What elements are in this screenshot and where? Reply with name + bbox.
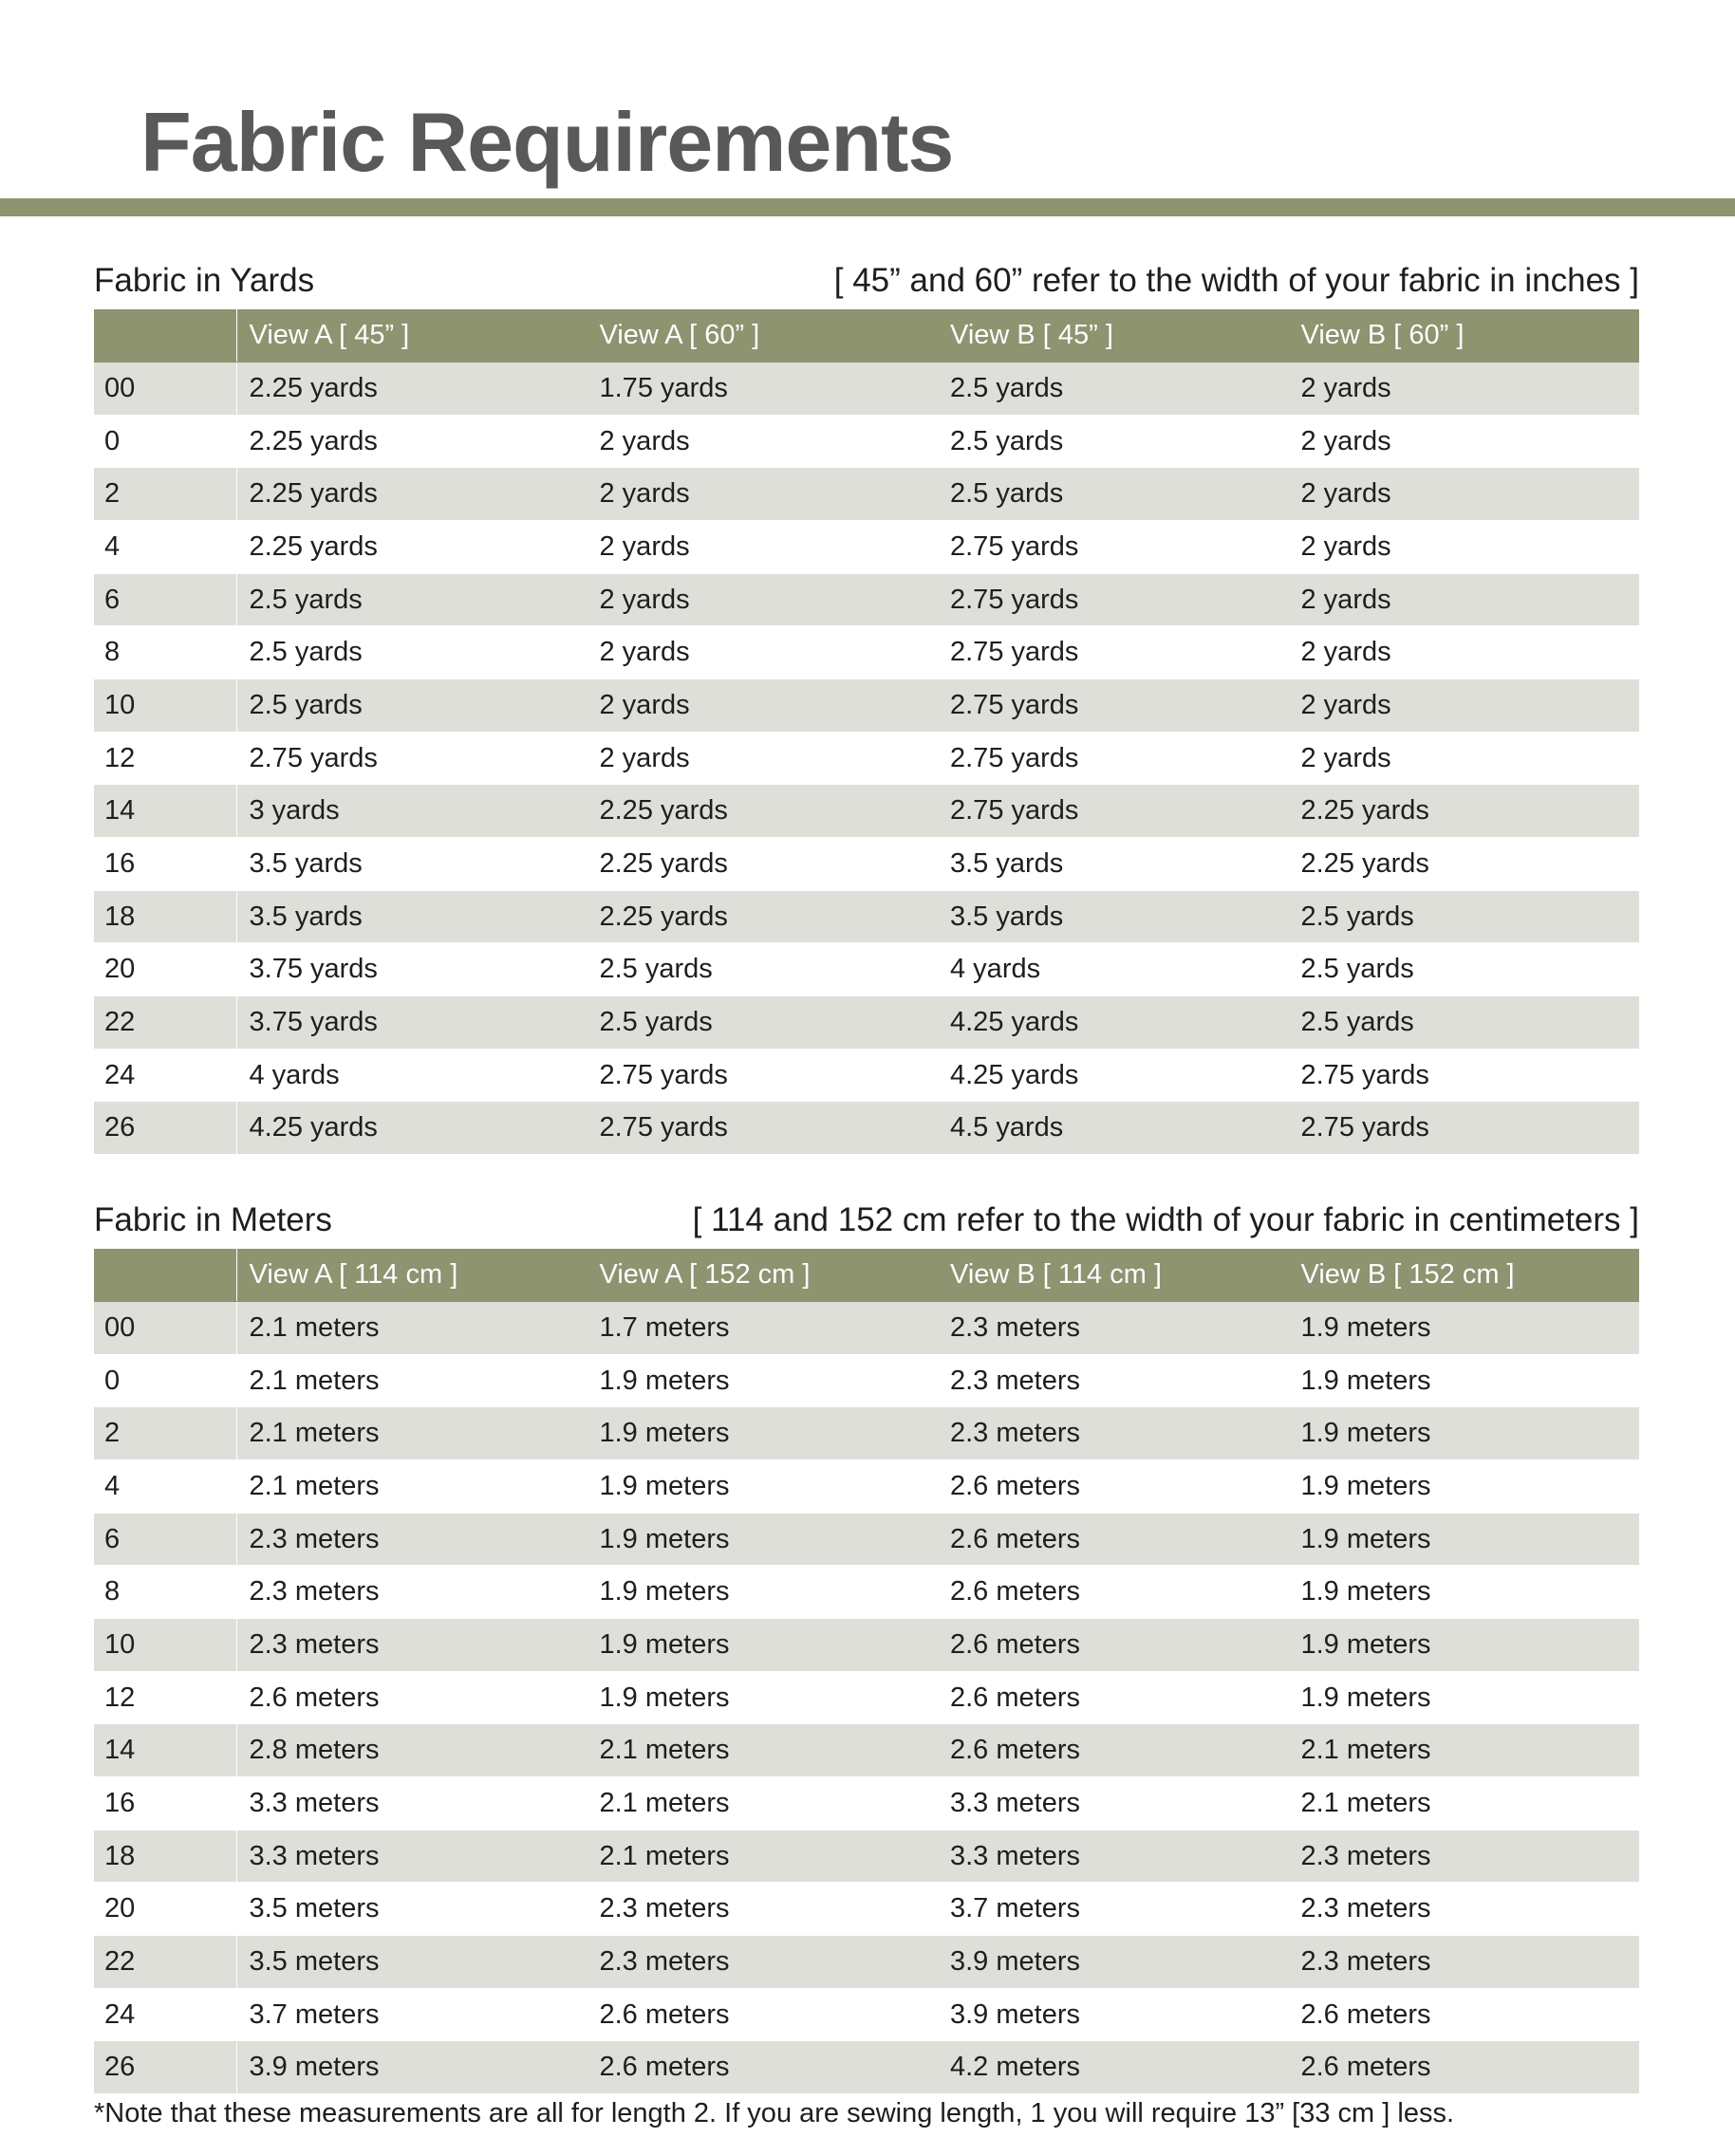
fabric-amount-cell: 2.3 meters — [1289, 1830, 1640, 1883]
size-cell: 8 — [94, 626, 236, 679]
column-header: View A [ 114 cm ] — [236, 1249, 588, 1302]
fabric-amount-cell: 1.9 meters — [1289, 1354, 1640, 1407]
fabric-amount-cell: 3.9 meters — [938, 1936, 1289, 1989]
size-cell: 00 — [94, 362, 236, 416]
size-cell: 0 — [94, 415, 236, 468]
fabric-amount-cell: 2.25 yards — [236, 362, 588, 416]
size-cell: 12 — [94, 1671, 236, 1724]
fabric-amount-cell: 2 yards — [588, 626, 939, 679]
table-row — [94, 996, 1639, 1050]
yards-table — [94, 309, 1639, 1155]
fabric-amount-cell: 2 yards — [1289, 679, 1640, 733]
table-row — [94, 1936, 1639, 1989]
fabric-amount-cell: 2.1 meters — [236, 1354, 588, 1407]
fabric-amount-cell: 3.3 meters — [938, 1777, 1289, 1831]
table-row — [94, 1354, 1639, 1407]
fabric-amount-cell: 2 yards — [1289, 415, 1640, 468]
fabric-amount-cell: 1.9 meters — [588, 1354, 939, 1407]
size-cell: 10 — [94, 679, 236, 733]
fabric-amount-cell: 2.5 yards — [938, 468, 1289, 521]
fabric-amount-cell: 3.9 meters — [938, 1988, 1289, 2041]
fabric-amount-cell: 2.75 yards — [1289, 1049, 1640, 1102]
table-header-row — [94, 1249, 1639, 1302]
table-row — [94, 1566, 1639, 1619]
fabric-amount-cell: 2 yards — [1289, 573, 1640, 626]
meters-width-note: [ 114 and 152 cm refer to the width of your fabric in centimeters ] — [692, 1201, 1639, 1238]
table-row — [94, 1830, 1639, 1883]
fabric-amount-cell: 2.25 yards — [588, 785, 939, 838]
fabric-amount-cell: 1.9 meters — [1289, 1407, 1640, 1460]
size-column-header — [94, 1249, 236, 1302]
fabric-amount-cell: 3.5 yards — [938, 838, 1289, 891]
table-row — [94, 521, 1639, 574]
fabric-amount-cell: 3.5 yards — [236, 838, 588, 891]
fabric-amount-cell: 2.25 yards — [1289, 785, 1640, 838]
fabric-amount-cell: 1.9 meters — [588, 1460, 939, 1514]
column-header: View A [ 152 cm ] — [588, 1249, 939, 1302]
fabric-amount-cell: 4 yards — [938, 943, 1289, 996]
meters-section-label: Fabric in Meters — [94, 1201, 332, 1238]
table-row — [94, 785, 1639, 838]
size-cell: 2 — [94, 468, 236, 521]
fabric-amount-cell: 2.25 yards — [236, 521, 588, 574]
size-cell: 12 — [94, 732, 236, 785]
size-cell: 4 — [94, 1460, 236, 1514]
fabric-amount-cell: 2.6 meters — [1289, 2041, 1640, 2094]
fabric-amount-cell: 2 yards — [588, 679, 939, 733]
size-cell: 22 — [94, 1936, 236, 1989]
page-title: Fabric Requirements — [140, 95, 954, 189]
fabric-amount-cell: 1.9 meters — [1289, 1302, 1640, 1355]
fabric-amount-cell: 2.5 yards — [1289, 996, 1640, 1050]
fabric-amount-cell: 2.6 meters — [938, 1513, 1289, 1566]
fabric-amount-cell: 2 yards — [588, 573, 939, 626]
title-rule — [0, 198, 1735, 216]
fabric-amount-cell: 2.8 meters — [236, 1724, 588, 1777]
fabric-amount-cell: 2.5 yards — [588, 943, 939, 996]
fabric-amount-cell: 1.9 meters — [1289, 1460, 1640, 1514]
fabric-amount-cell: 2.6 meters — [938, 1619, 1289, 1672]
fabric-amount-cell: 2.6 meters — [938, 1460, 1289, 1514]
fabric-amount-cell: 2 yards — [1289, 362, 1640, 416]
table-row — [94, 943, 1639, 996]
fabric-amount-cell: 3.5 yards — [236, 890, 588, 943]
size-cell: 18 — [94, 1830, 236, 1883]
table-row — [94, 362, 1639, 416]
fabric-amount-cell: 2.25 yards — [588, 890, 939, 943]
fabric-amount-cell: 1.7 meters — [588, 1302, 939, 1355]
table-row — [94, 415, 1639, 468]
fabric-amount-cell: 3.7 meters — [236, 1988, 588, 2041]
fabric-amount-cell: 1.75 yards — [588, 362, 939, 416]
fabric-amount-cell: 2.3 meters — [588, 1936, 939, 1989]
fabric-amount-cell: 2.1 meters — [236, 1460, 588, 1514]
fabric-amount-cell: 2.1 meters — [236, 1302, 588, 1355]
size-cell: 6 — [94, 1513, 236, 1566]
fabric-amount-cell: 1.9 meters — [588, 1671, 939, 1724]
size-cell: 10 — [94, 1619, 236, 1672]
fabric-amount-cell: 2.75 yards — [938, 732, 1289, 785]
fabric-amount-cell: 2 yards — [1289, 468, 1640, 521]
fabric-amount-cell: 2.75 yards — [1289, 1102, 1640, 1155]
fabric-amount-cell: 2.6 meters — [1289, 1988, 1640, 2041]
fabric-amount-cell: 3.5 meters — [236, 1936, 588, 1989]
table-row — [94, 1724, 1639, 1777]
size-cell: 20 — [94, 1883, 236, 1936]
size-cell: 14 — [94, 1724, 236, 1777]
fabric-amount-cell: 2.1 meters — [588, 1830, 939, 1883]
table-row — [94, 838, 1639, 891]
fabric-amount-cell: 3.7 meters — [938, 1883, 1289, 1936]
meters-section-header — [94, 1194, 1639, 1247]
size-cell: 26 — [94, 2041, 236, 2094]
table-row — [94, 1049, 1639, 1102]
size-cell: 00 — [94, 1302, 236, 1355]
size-cell: 6 — [94, 573, 236, 626]
fabric-amount-cell: 4.25 yards — [938, 1049, 1289, 1102]
table-row — [94, 890, 1639, 943]
table-row — [94, 2041, 1639, 2094]
fabric-amount-cell: 3 yards — [236, 785, 588, 838]
yards-section-label: Fabric in Yards — [94, 262, 315, 299]
fabric-amount-cell: 1.9 meters — [588, 1407, 939, 1460]
fabric-amount-cell: 1.9 meters — [1289, 1671, 1640, 1724]
table-row — [94, 1102, 1639, 1155]
fabric-amount-cell: 2.1 meters — [1289, 1777, 1640, 1831]
fabric-amount-cell: 2.6 meters — [938, 1724, 1289, 1777]
table-row — [94, 1619, 1639, 1672]
table-row — [94, 1777, 1639, 1831]
column-header: View A [ 45” ] — [236, 309, 588, 362]
fabric-amount-cell: 4.25 yards — [236, 1102, 588, 1155]
size-cell: 2 — [94, 1407, 236, 1460]
fabric-amount-cell: 1.9 meters — [1289, 1513, 1640, 1566]
fabric-amount-cell: 2.75 yards — [938, 785, 1289, 838]
fabric-amount-cell: 2.3 meters — [938, 1407, 1289, 1460]
fabric-amount-cell: 2 yards — [588, 732, 939, 785]
size-cell: 4 — [94, 521, 236, 574]
fabric-amount-cell: 3.5 yards — [938, 890, 1289, 943]
fabric-amount-cell: 1.9 meters — [588, 1513, 939, 1566]
fabric-amount-cell: 2.5 yards — [1289, 943, 1640, 996]
fabric-amount-cell: 4.2 meters — [938, 2041, 1289, 2094]
fabric-amount-cell: 2.1 meters — [1289, 1724, 1640, 1777]
fabric-amount-cell: 2.6 meters — [938, 1671, 1289, 1724]
fabric-amount-cell: 3.3 meters — [236, 1777, 588, 1831]
size-cell: 18 — [94, 890, 236, 943]
fabric-amount-cell: 1.9 meters — [1289, 1619, 1640, 1672]
fabric-amount-cell: 2.75 yards — [236, 732, 588, 785]
yards-width-note: [ 45” and 60” refer to the width of your fabric in inches ] — [833, 262, 1639, 299]
column-header: View B [ 114 cm ] — [938, 1249, 1289, 1302]
size-cell: 26 — [94, 1102, 236, 1155]
fabric-amount-cell: 2.25 yards — [236, 415, 588, 468]
fabric-amount-cell: 2.5 yards — [588, 996, 939, 1050]
fabric-amount-cell: 2 yards — [1289, 521, 1640, 574]
column-header: View B [ 45” ] — [938, 309, 1289, 362]
fabric-amount-cell: 3.3 meters — [938, 1830, 1289, 1883]
footnote: *Note that these measurements are all for length 2. If you are sewing length, 1 you will require 13” [33 cm ] less. — [94, 2098, 1455, 2128]
fabric-amount-cell: 2 yards — [588, 468, 939, 521]
fabric-amount-cell: 2.6 meters — [588, 2041, 939, 2094]
fabric-amount-cell: 3.75 yards — [236, 943, 588, 996]
table-row — [94, 1513, 1639, 1566]
fabric-amount-cell: 3.3 meters — [236, 1830, 588, 1883]
table-row — [94, 1302, 1639, 1355]
fabric-amount-cell: 2.75 yards — [938, 679, 1289, 733]
fabric-amount-cell: 2.5 yards — [236, 626, 588, 679]
table-row — [94, 573, 1639, 626]
table-row — [94, 1671, 1639, 1724]
size-cell: 0 — [94, 1354, 236, 1407]
table-row — [94, 1460, 1639, 1514]
fabric-amount-cell: 2.75 yards — [938, 626, 1289, 679]
size-cell: 14 — [94, 785, 236, 838]
fabric-amount-cell: 2.75 yards — [938, 521, 1289, 574]
fabric-amount-cell: 2.6 meters — [938, 1566, 1289, 1619]
size-cell: 24 — [94, 1049, 236, 1102]
column-header: View B [ 60” ] — [1289, 309, 1640, 362]
size-cell: 16 — [94, 1777, 236, 1831]
fabric-amount-cell: 2.5 yards — [938, 362, 1289, 416]
table-row — [94, 1988, 1639, 2041]
fabric-amount-cell: 2.25 yards — [588, 838, 939, 891]
fabric-amount-cell: 1.9 meters — [588, 1566, 939, 1619]
table-row — [94, 732, 1639, 785]
size-cell: 8 — [94, 1566, 236, 1619]
fabric-amount-cell: 3.75 yards — [236, 996, 588, 1050]
size-cell: 16 — [94, 838, 236, 891]
column-header: View B [ 152 cm ] — [1289, 1249, 1640, 1302]
table-row — [94, 679, 1639, 733]
fabric-amount-cell: 2.3 meters — [1289, 1883, 1640, 1936]
fabric-amount-cell: 2.3 meters — [236, 1513, 588, 1566]
size-cell: 22 — [94, 996, 236, 1050]
table-row — [94, 468, 1639, 521]
fabric-amount-cell: 2.3 meters — [236, 1619, 588, 1672]
fabric-amount-cell: 2.3 meters — [236, 1566, 588, 1619]
fabric-amount-cell: 2.1 meters — [236, 1407, 588, 1460]
fabric-amount-cell: 2.5 yards — [236, 573, 588, 626]
fabric-amount-cell: 2.1 meters — [588, 1724, 939, 1777]
fabric-amount-cell: 2.3 meters — [938, 1354, 1289, 1407]
fabric-amount-cell: 3.9 meters — [236, 2041, 588, 2094]
size-cell: 24 — [94, 1988, 236, 2041]
size-cell: 20 — [94, 943, 236, 996]
fabric-amount-cell: 2.25 yards — [1289, 838, 1640, 891]
fabric-amount-cell: 2 yards — [1289, 626, 1640, 679]
table-row — [94, 1883, 1639, 1936]
fabric-amount-cell: 2.5 yards — [1289, 890, 1640, 943]
yards-section-header — [94, 254, 1639, 307]
fabric-amount-cell: 2 yards — [588, 415, 939, 468]
column-header: View A [ 60” ] — [588, 309, 939, 362]
fabric-amount-cell: 2.5 yards — [938, 415, 1289, 468]
fabric-amount-cell: 2.75 yards — [938, 573, 1289, 626]
fabric-amount-cell: 4.25 yards — [938, 996, 1289, 1050]
fabric-amount-cell: 2.1 meters — [588, 1777, 939, 1831]
fabric-amount-cell: 2.5 yards — [236, 679, 588, 733]
fabric-amount-cell: 2.6 meters — [588, 1988, 939, 2041]
fabric-amount-cell: 3.5 meters — [236, 1883, 588, 1936]
fabric-amount-cell: 4.5 yards — [938, 1102, 1289, 1155]
fabric-amount-cell: 1.9 meters — [588, 1619, 939, 1672]
fabric-amount-cell: 2 yards — [1289, 732, 1640, 785]
table-row — [94, 626, 1639, 679]
fabric-amount-cell: 2.25 yards — [236, 468, 588, 521]
fabric-amount-cell: 1.9 meters — [1289, 1566, 1640, 1619]
fabric-amount-cell: 2 yards — [588, 521, 939, 574]
fabric-amount-cell: 2.3 meters — [1289, 1936, 1640, 1989]
fabric-amount-cell: 2.75 yards — [588, 1049, 939, 1102]
meters-table — [94, 1249, 1639, 2094]
table-row — [94, 1407, 1639, 1460]
size-column-header — [94, 309, 236, 362]
table-header-row — [94, 309, 1639, 362]
fabric-amount-cell: 2.3 meters — [938, 1302, 1289, 1355]
fabric-amount-cell: 2.6 meters — [236, 1671, 588, 1724]
fabric-amount-cell: 2.3 meters — [588, 1883, 939, 1936]
fabric-amount-cell: 4 yards — [236, 1049, 588, 1102]
fabric-amount-cell: 2.75 yards — [588, 1102, 939, 1155]
